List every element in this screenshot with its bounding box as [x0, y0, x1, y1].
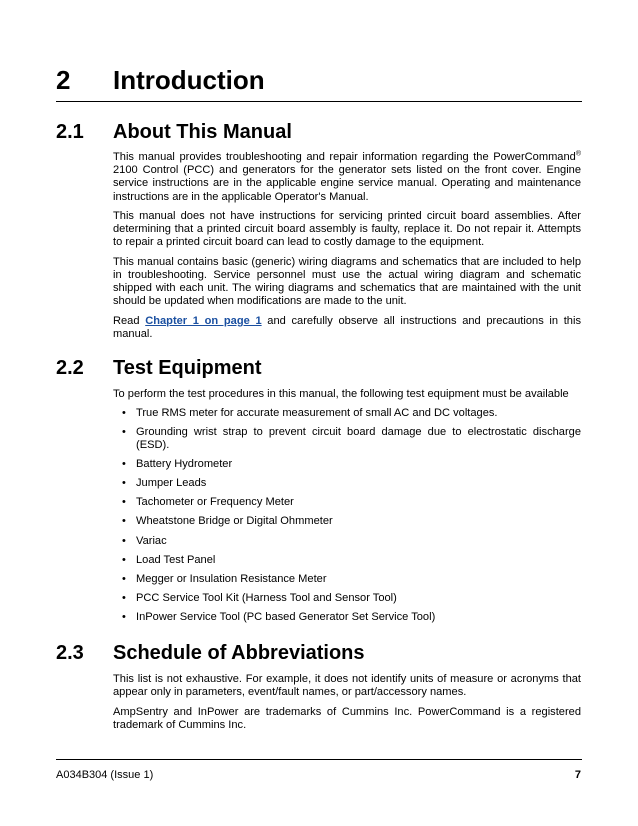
chapter-title: Introduction: [113, 65, 265, 95]
equipment-list: [113, 407, 581, 624]
abbreviations-paragraph-1: This list is not exhaustive. For example, it does not identify units of measure or acronyms that appear only in parameters, event/fault names, or part/accessory names.: [113, 673, 581, 699]
section-number: 2.3: [56, 642, 84, 664]
abbreviations-paragraph-2: AmpSentry and InPower are trademarks of Cummins Inc. PowerCommand is a registered trademark of Cummins Inc.: [113, 705, 581, 731]
list-item: • Variac: [113, 535, 581, 548]
about-section-body: [113, 151, 581, 347]
test-equipment-intro: To perform the test procedures in this manual, the following test equipment must be available: [113, 388, 569, 400]
list-item: • Load Test Panel: [113, 554, 581, 567]
section-heading-about: [56, 119, 292, 145]
section-title: Schedule of Abbreviations: [113, 642, 365, 664]
about-paragraph-1: This manual provides troubleshooting and repair information regarding the PowerCommand® 2100 Control (PCC) and generators for the generator sets listed on the front cover. Engine service instructions are in the applicable engine service manual. Operating and maintenance instructions are in the applicable Operator's Manual.: [113, 150, 581, 203]
list-item: • PCC Service Tool Kit (Harness Tool and Sensor Tool): [113, 592, 581, 605]
section-heading-test-equipment: [56, 355, 262, 381]
list-item: • Wheatstone Bridge or Digital Ohmmeter: [113, 515, 581, 528]
footer-page-number: 7: [574, 769, 581, 781]
list-item: • Megger or Insulation Resistance Meter: [113, 573, 581, 586]
footer-document-id: A034B304 (Issue 1): [56, 769, 154, 781]
chapter-number: 2: [56, 65, 71, 95]
about-paragraph-3: This manual contains basic (generic) wiring diagrams and schematics that are included to help in troubleshooting. Service personnel must use the actual wiring diagram and schematic shipped with each unit. The wiring diagrams and schematics that are maintained with the unit should be updated when modifications are made to the unit.: [113, 255, 581, 308]
about-paragraph-4: Read Chapter 1 on page 1 and carefully observe all instructions and precautions in this manual.: [113, 314, 581, 340]
registered-mark: ®: [575, 150, 581, 158]
chapter-heading: [56, 62, 582, 98]
test-equipment-body: [113, 388, 581, 630]
about-paragraph-2: This manual does not have instructions for servicing printed circuit board assemblies. After determining that a printed circuit board assembly is faulty, replace it. Do not repair it. Attempts to repair a printed circuit board can lead to costly damage to the equipment.: [113, 210, 581, 249]
footer-rule: [56, 759, 582, 760]
abbreviations-body: [113, 673, 581, 738]
list-item: • Tachometer or Frequency Meter: [113, 496, 581, 509]
list-item: • True RMS meter for accurate measurement of small AC and DC voltages.: [113, 407, 581, 420]
chapter-rule: [56, 101, 582, 102]
list-item: • InPower Service Tool (PC based Generator Set Service Tool): [113, 611, 581, 624]
section-title: About This Manual: [113, 121, 292, 143]
section-number: 2.2: [56, 357, 84, 379]
list-item: • Jumper Leads: [113, 477, 581, 490]
section-number: 2.1: [56, 121, 84, 143]
list-item: • Grounding wrist strap to prevent circuit board damage due to electrostatic discharge (ESD).: [113, 426, 581, 452]
section-title: Test Equipment: [113, 357, 262, 379]
chapter-1-link[interactable]: Chapter 1 on page 1: [145, 314, 262, 327]
section-heading-abbreviations: [56, 640, 365, 666]
list-item: • Battery Hydrometer: [113, 458, 581, 471]
